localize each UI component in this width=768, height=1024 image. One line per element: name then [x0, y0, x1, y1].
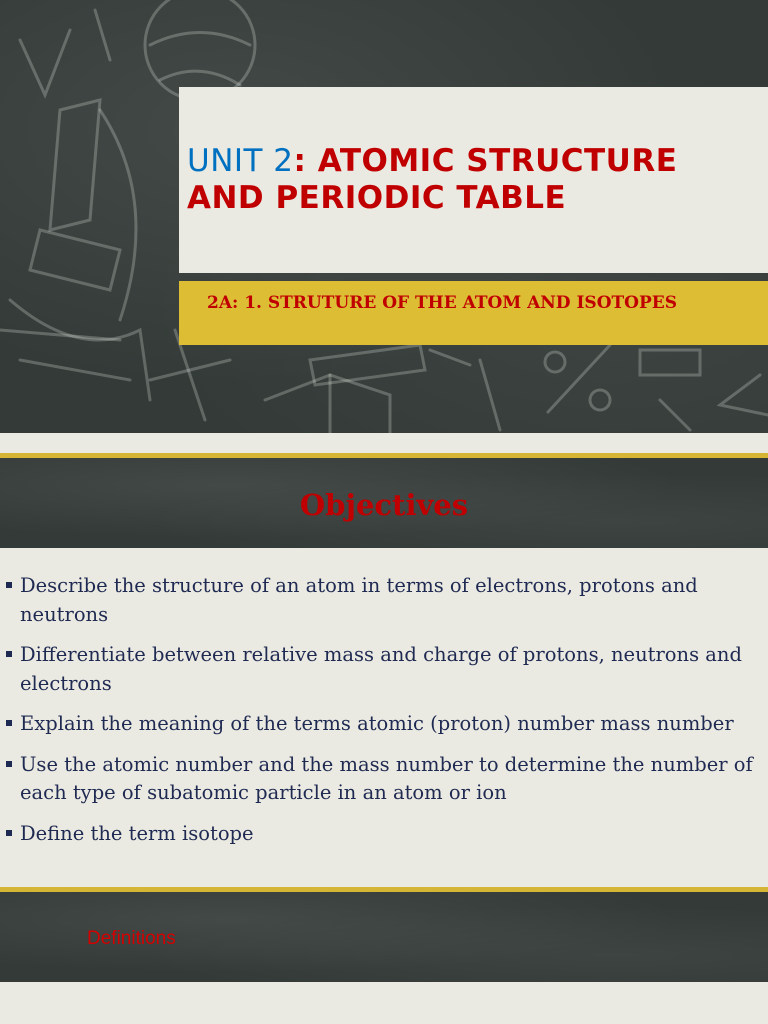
square-bullet-icon	[6, 830, 12, 836]
square-bullet-icon	[6, 761, 12, 767]
objectives-list	[0, 572, 768, 860]
list-item	[0, 751, 768, 808]
definitions-slide	[0, 892, 768, 982]
unit-label: UNIT 2	[187, 143, 294, 179]
objectives-content	[0, 548, 768, 887]
objectives-header	[0, 458, 768, 548]
square-bullet-icon	[6, 582, 12, 588]
slide-subtitle: 2A: 1. STRUTURE OF THE ATOM AND ISOTOPES	[207, 293, 677, 313]
definitions-heading: Definitions	[87, 928, 176, 949]
square-bullet-icon	[6, 720, 12, 726]
list-item-text: Describe the structure of an atom in terms of electrons, protons and neutrons	[20, 574, 698, 626]
list-item-text: Define the term isotope	[20, 821, 254, 845]
list-item	[0, 641, 768, 698]
title-text: : ATOMIC STRUCTURE AND PERIODIC TABLE	[187, 143, 678, 216]
list-item-text: Explain the meaning of the terms atomic (proton) number mass number	[20, 712, 734, 735]
title-box	[179, 87, 768, 273]
list-item	[0, 572, 768, 629]
list-item	[0, 820, 768, 849]
objectives-heading: Objectives	[299, 488, 469, 522]
square-bullet-icon	[6, 651, 12, 657]
list-item-text: Use the atomic number and the mass number to determine the number of each type of subatomic particle in an atom or ion	[20, 752, 753, 804]
list-item-text: Differentiate between relative mass and charge of protons, neutrons and electrons	[20, 643, 742, 695]
list-item	[0, 710, 768, 739]
subtitle-bar	[179, 281, 768, 345]
title-slide	[0, 0, 768, 433]
slide-title	[187, 143, 762, 217]
slide-gap	[0, 982, 768, 1024]
slide-gap	[0, 433, 768, 453]
